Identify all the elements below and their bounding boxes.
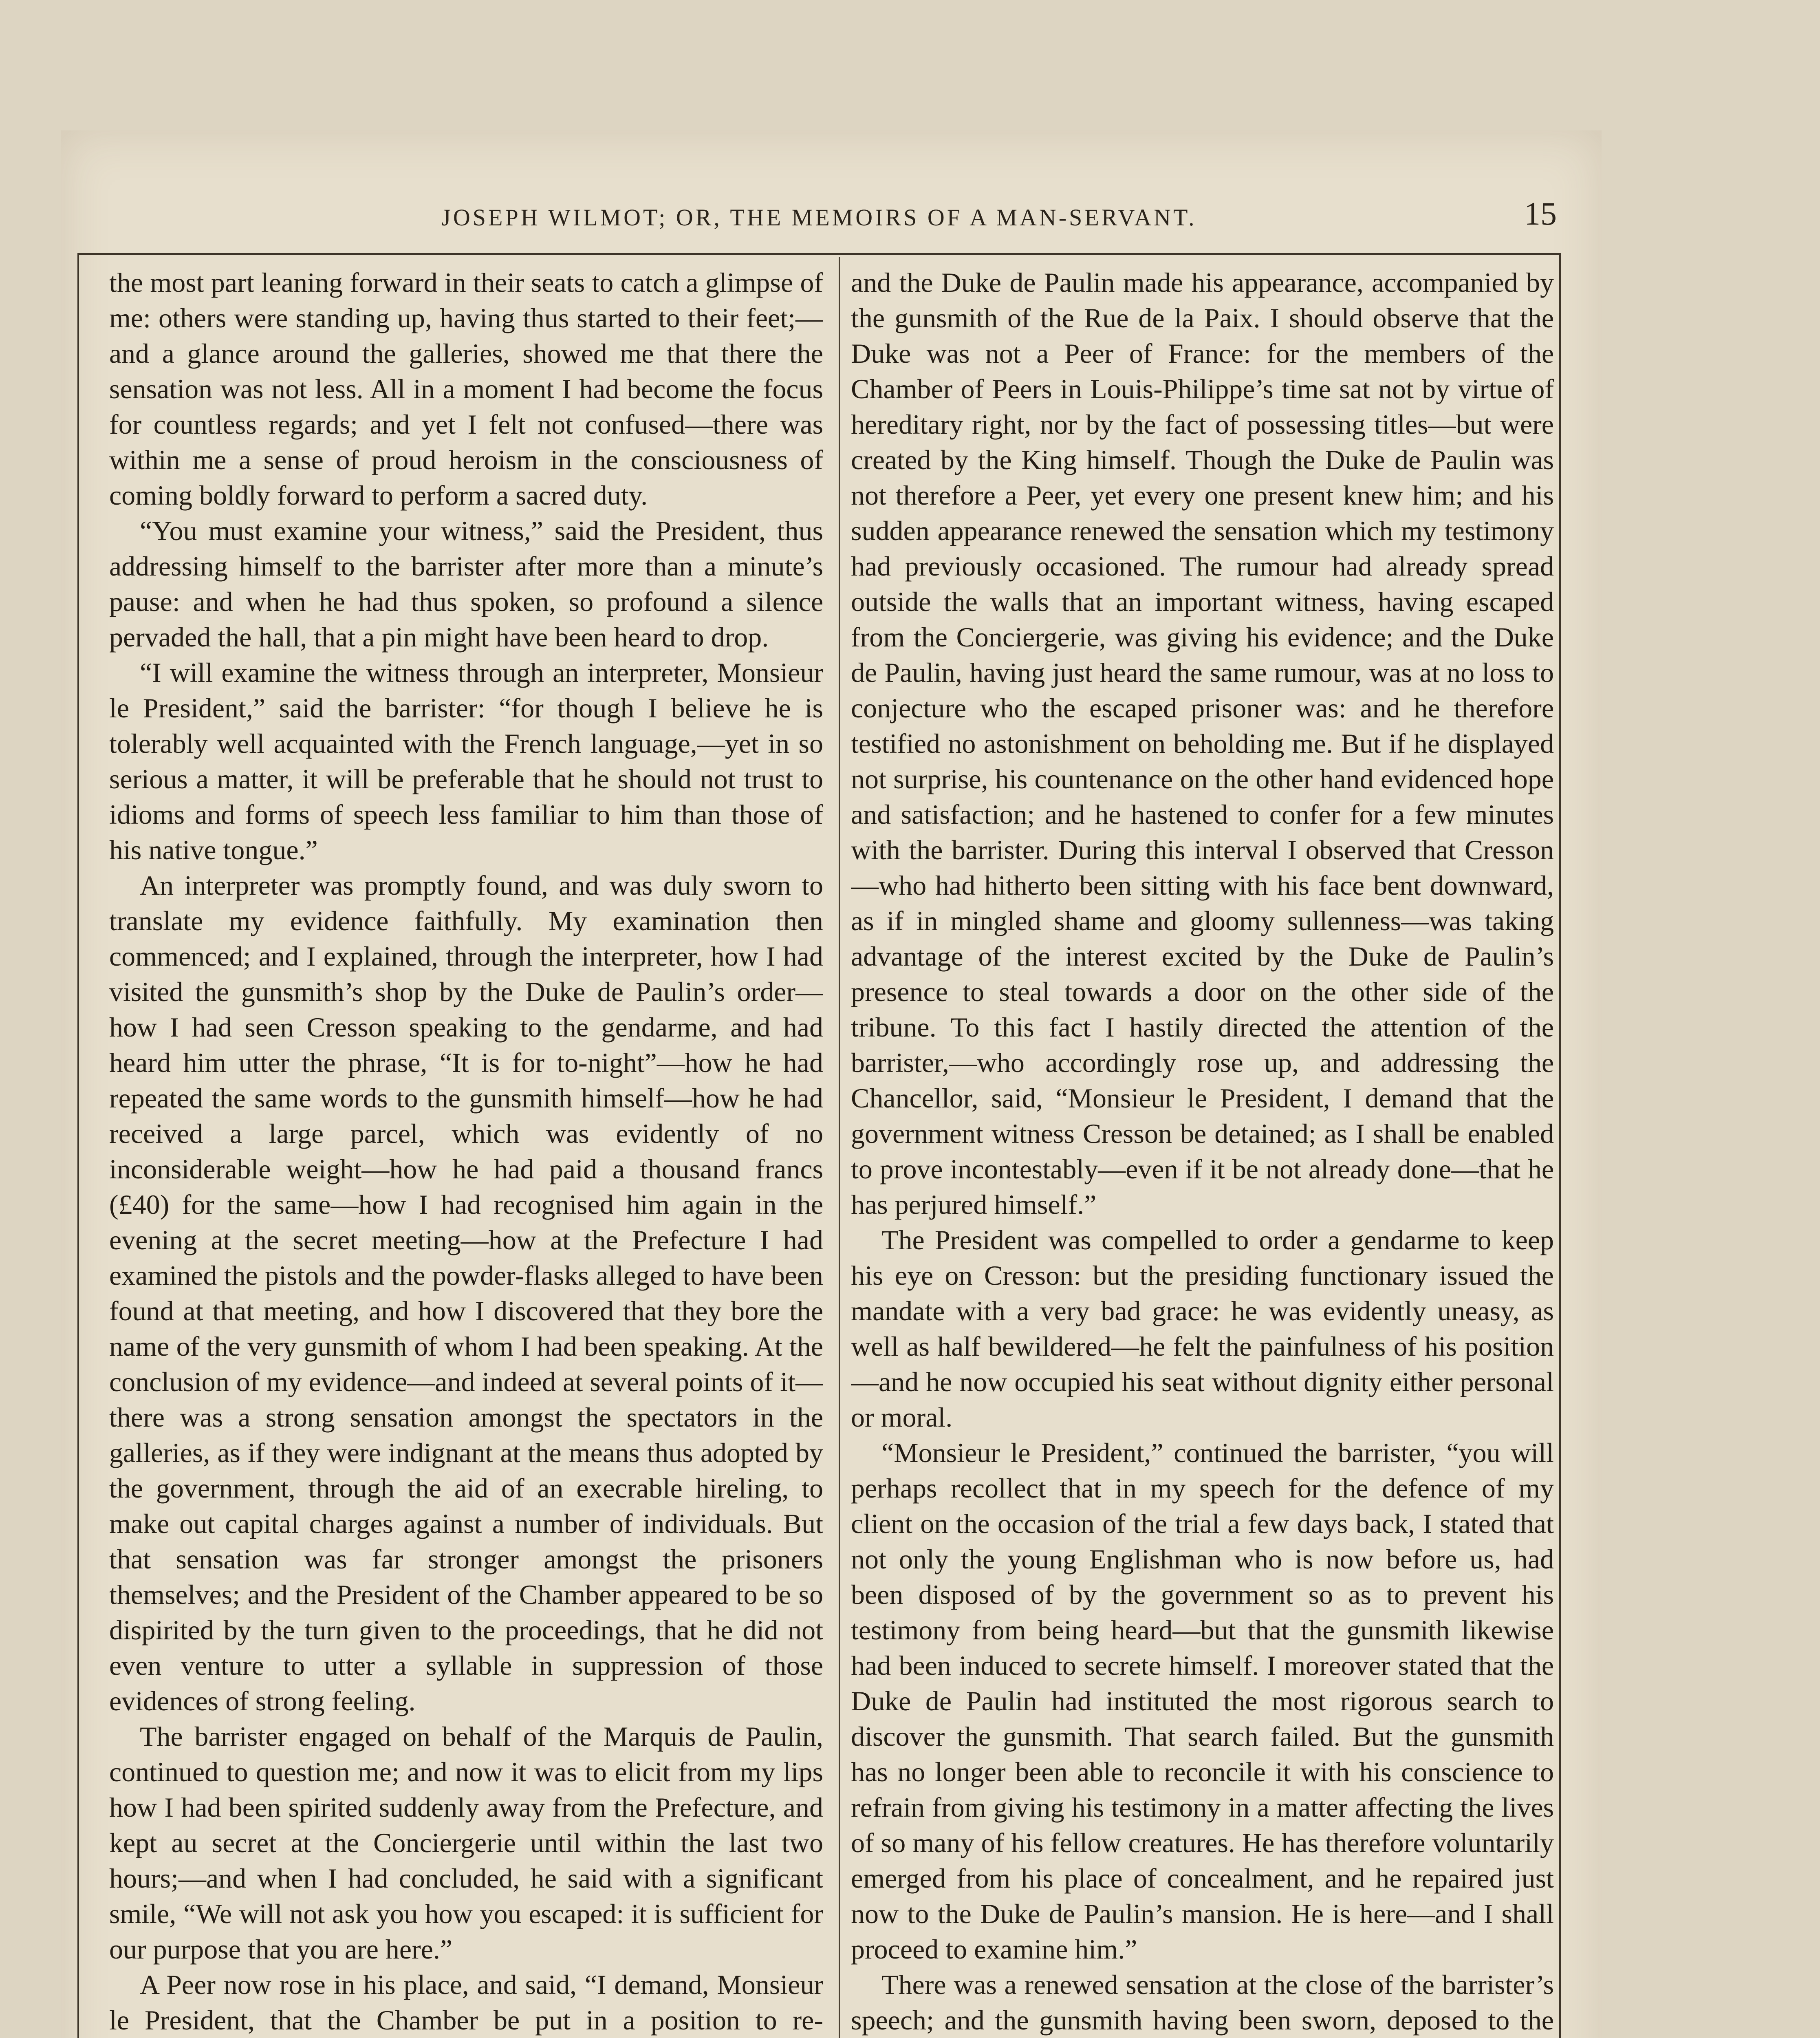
paragraph: A Peer now rose in his place, and said, “I demand, Monsieur le President, that the Chamber be put in a position to re- <box>109 1969 823 2036</box>
paragraph: the most part leaning forward in their seats to catch a glimpse of me: others were standing up, having thus started to their feet;—and a glance around the galleries, showed me that there the sensation was not less. All in a moment I had become the focus for countless regards; and yet I felt not confused—there was within me a sense of proud heroism in the consciousness of coming boldly forward to perform a sacred duty. <box>109 267 823 511</box>
right-text-column <box>851 265 1554 2038</box>
paragraph: “Monsieur le President,” continued the barrister, “you will perhaps recollect that in my speech for the defence of my client on the occasion of the trial a few days back, I stated that not only the young Englishman who is now before us, had been disposed of by the government so as to prevent his testimony from being heard—but that the gunsmith likewise had been induced to secrete himself. I moreover stated that the Duke de Paulin had instituted the most rigorous search to discover the gunsmith. That search failed. But the gunsmith has no longer been able to reconcile it with his conscience to refrain from giving his testimony in a matter affecting the lives of so many of his fellow creatures. He has therefore voluntarily emerged from his place of concealment, and he repaired just now to the Duke de Paulin’s mansion. He is here—and I shall proceed to examine him.” <box>851 1437 1554 1965</box>
column-divider <box>839 257 840 2038</box>
paragraph: The barrister engaged on behalf of the Marquis de Paulin, continued to question me; and now it was to elicit from my lips how I had been spirited suddenly away from the Prefecture, and kept au secret at the Conciergerie until within the last two hours;—and when I had concluded, he said with a significant smile, “We will not ask you how you escaped: it is sufficient for our purpose that you are here.” <box>109 1721 823 1965</box>
left-text-column <box>109 265 823 2038</box>
paragraph: “You must examine your witness,” said the President, thus addressing himself to the barrister after more than a minute’s pause: and when he had thus spoken, so profound a silence pervaded the hall, that a pin might have been heard to drop. <box>109 515 823 653</box>
paragraph: There was a renewed sensation at the close of the barrister’s speech; and the gunsmith having been sworn, deposed to the <box>851 1969 1554 2036</box>
right-border-rule <box>1559 253 1561 2038</box>
paragraph: The President was compelled to order a gendarme to keep his eye on Cresson: but the presiding functionary issued the mandate with a very bad grace: he was evidently uneasy, as well as half bewildered—he felt the painfulness of his position—and he now occupied his seat without dignity either personal or moral. <box>851 1224 1554 1433</box>
paragraph: and the Duke de Paulin made his appearance, accompanied by the gunsmith of the Rue de la Paix. I should observe that the Duke was not a Peer of France: for the members of the Chamber of Peers in Louis-Philippe’s time sat not by virtue of hereditary right, nor by the fact of possessing titles—but were created by the King himself. Though the Duke de Paulin was not therefore a Peer, yet every one present knew him; and his sudden appearance renewed the sensation which my testimony had previously occasioned. The rumour had already spread outside the walls that an important witness, having escaped from the Conciergerie, was giving his evidence; and the Duke de Paulin, having just heard the same rumour, was at no loss to conjecture who the escaped prisoner was: and he therefore testified no astonishment on beholding me. But if he displayed not surprise, his countenance on the other hand evidenced hope and satisfaction; and he hastened to confer for a few minutes with the barrister. During this interval I observed that Cresson—who had hitherto been sitting with his face bent downward, as if in mingled shame and gloomy sullenness—was taking advantage of the interest excited by the Duke de Paulin’s presence to steal towards a door on the other side of the tribune. To this fact I hastily directed the attention of the barrister,—who accordingly rose up, and addressing the Chancellor, said, “Monsieur le President, I demand that the government witness Cresson be detained; as I shall be enabled to prove incontestably—even if it be not already done—that he has perjured himself.” <box>851 267 1554 1220</box>
top-border-rule <box>77 253 1561 255</box>
page-number: 15 <box>1524 196 1557 232</box>
page-header <box>82 192 1557 245</box>
left-border-rule <box>77 253 79 2038</box>
paragraph: “I will examine the witness through an interpreter, Monsieur le President,” said the barrister: “for though I believe he is tolerably well acquainted with the French language,—yet in so serious a matter, it will be preferable that he should not trust to idioms and forms of speech less familiar to him than those of his native tongue.” <box>109 657 823 865</box>
running-title: JOSEPH WILMOT; OR, THE MEMOIRS OF A MAN-SERVANT. <box>441 204 1197 231</box>
paragraph: An interpreter was promptly found, and was duly sworn to translate my evidence faithfully. My examination then commenced; and I explained, through the interpreter, how I had visited the gunsmith’s shop by the Duke de Paulin’s order—how I had seen Cresson speaking to the gendarme, and had heard him utter the phrase, “It is for to-night”—how he had repeated the same words to the gunsmith himself—how he had received a large parcel, which was evidently of no inconsiderable weight—how he had paid a thousand francs (£40) for the same—how I had recognised him again in the evening at the secret meeting—how at the Prefecture I had examined the pistols and the powder-flasks alleged to have been found at that meeting, and how I discovered that they bore the name of the very gunsmith of whom I had been speaking. At the conclusion of my evidence—and indeed at several points of it—there was a strong sensation amongst the spectators in the galleries, as if they were indignant at the means thus adopted by the government, through the aid of an execrable hireling, to make out capital charges against a number of individuals. But that sensation was far stronger amongst the prisoners themselves; and the President of the Chamber appeared to be so dispirited by the turn given to the proceedings, that he did not even venture to utter a syllable in suppression of those evidences of strong feeling. <box>109 870 823 1716</box>
